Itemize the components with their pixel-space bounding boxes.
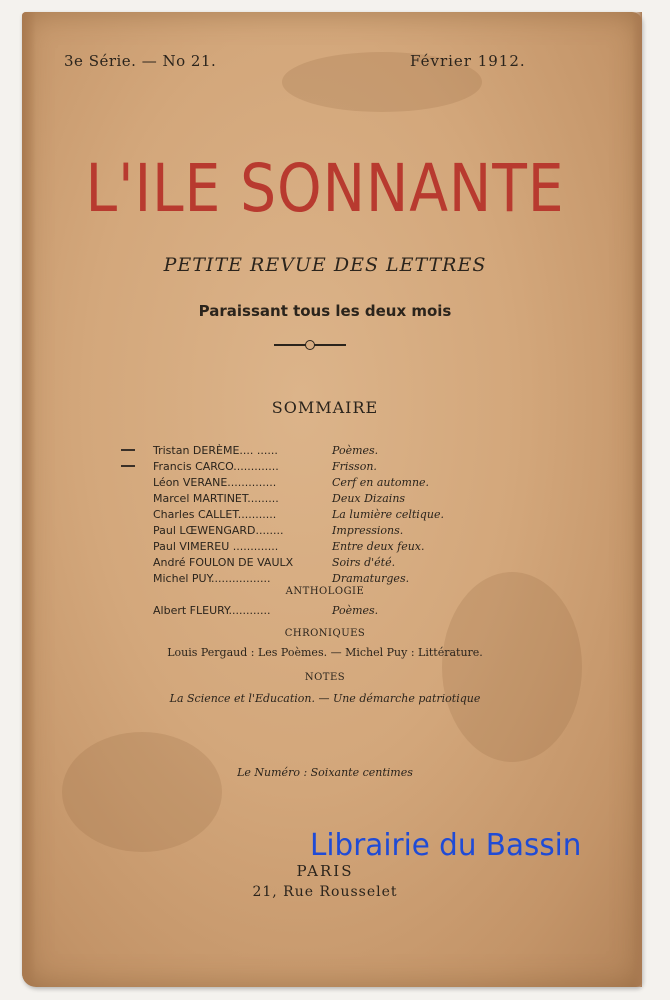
tagline: Paraissant tous les deux mois [198, 302, 452, 320]
contents-work: Deux Dizains [332, 492, 406, 505]
sommaire-heading: SOMMAIRE [271, 398, 379, 417]
contents-work: Dramaturges. [332, 572, 410, 585]
contents-work: Soirs d'été. [332, 556, 396, 569]
issue-date: Février 1912. [410, 52, 526, 70]
contents-author: Michel PUY................. [153, 572, 271, 585]
chroniques-line: Louis Pergaud : Les Poèmes. — Michel Puy : Littérature. [167, 646, 483, 659]
anthologie-work: Poèmes. [332, 604, 379, 617]
series-number: 3e Série. — No 21. [64, 52, 217, 70]
contents-author: Marcel MARTINET......... [153, 492, 279, 505]
contents-author: Paul VIMEREU ............. [153, 540, 279, 553]
contents-work: Entre deux feux. [332, 540, 425, 553]
imprint-address: 21, Rue Rousselet [252, 884, 398, 900]
imprint-city: PARIS [296, 862, 354, 880]
contents-author: Charles CALLET........... [153, 508, 277, 521]
contents-work: Poèmes. [332, 444, 379, 457]
contents-work: Cerf en automne. [332, 476, 430, 489]
worn-right-edge [632, 12, 642, 987]
contents-work: Frisson. [332, 460, 377, 473]
contents-author: Francis CARCO............. [153, 460, 279, 473]
contents-author: Léon VERANE.............. [153, 476, 277, 489]
bookseller-watermark: Librairie du Bassin [310, 828, 582, 863]
page-title: L'ILE SONNANTE [85, 150, 565, 227]
notes-heading: NOTES [304, 672, 346, 683]
subtitle: PETITE REVUE DES LETTRES [163, 254, 487, 276]
divider-ornament-dot [305, 340, 315, 350]
paper-stain [442, 572, 582, 762]
pencil-mark [121, 449, 135, 451]
contents-author: Tristan DERÈME.... ...... [153, 444, 278, 457]
anthologie-heading: ANTHOLOGIE [285, 586, 365, 597]
contents-author: André FOULON DE VAULX [153, 556, 294, 569]
price-line: Le Numéro : Soixante centimes [237, 766, 413, 779]
pencil-mark [121, 465, 135, 467]
paper-stain [62, 732, 222, 852]
chroniques-heading: CHRONIQUES [284, 628, 366, 639]
contents-author: Paul LŒWENGARD........ [153, 524, 284, 537]
contents-work: Impressions. [332, 524, 404, 537]
anthologie-author: Albert FLEURY............ [153, 604, 271, 617]
notes-line: La Science et l'Education. — Une démarche patriotique [169, 692, 481, 705]
contents-work: La lumière celtique. [332, 508, 444, 521]
worn-left-edge [22, 12, 36, 987]
